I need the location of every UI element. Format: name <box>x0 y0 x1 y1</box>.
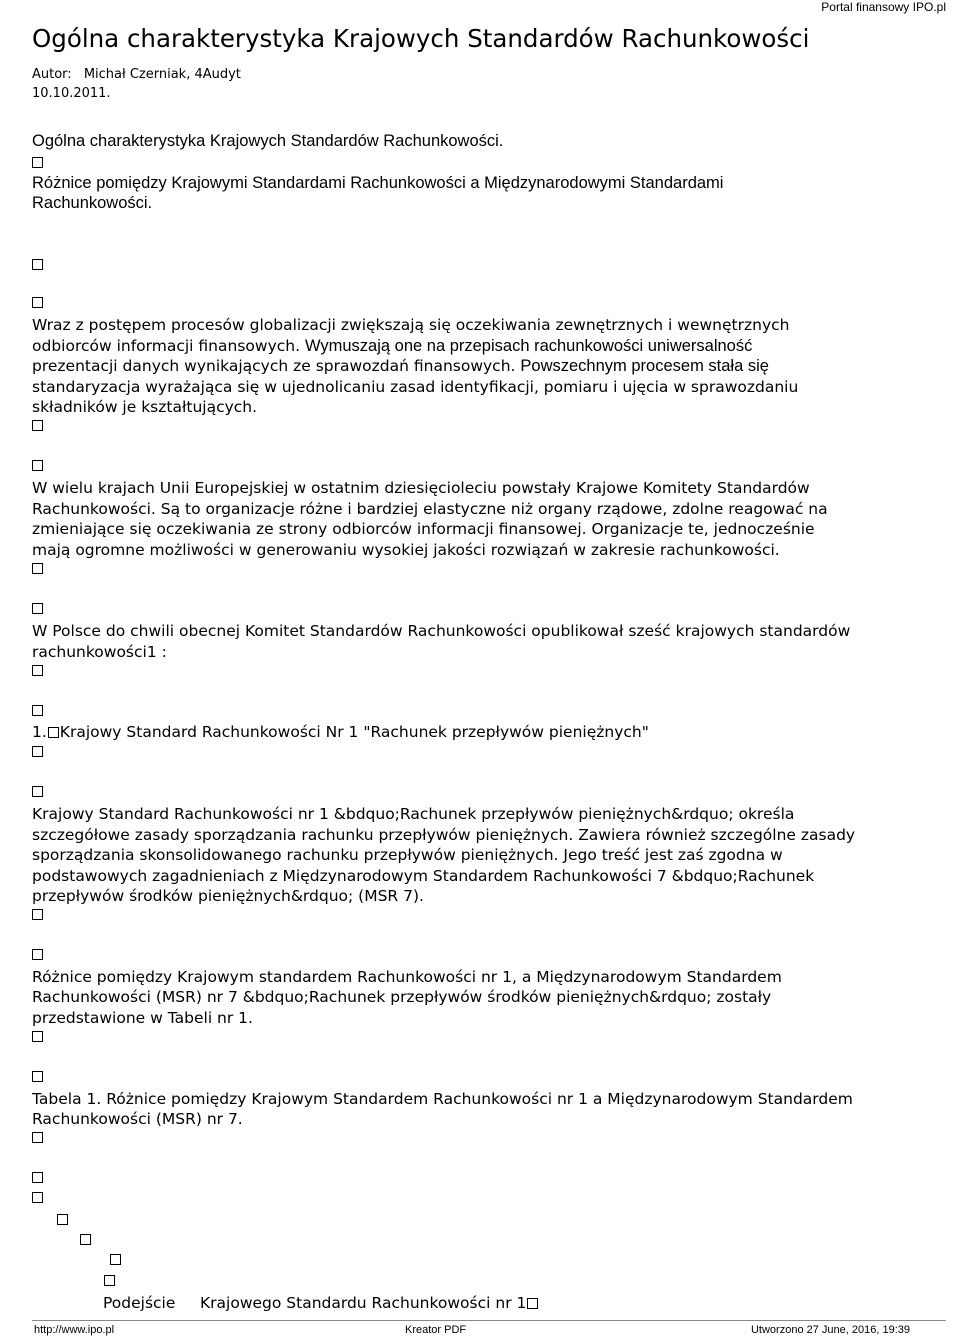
footer-created: Utworzono 27 June, 2016, 19:39 <box>750 1324 910 1336</box>
text-segment: odbiorców informacji finansowych. <box>32 337 301 355</box>
author-name: Michał Czerniak, 4Audyt <box>83 67 241 82</box>
footer-creator: Kreator PDF <box>405 1324 467 1336</box>
table-header-cell: Podejście <box>103 1294 176 1312</box>
missing-glyph-icon <box>32 420 43 431</box>
missing-glyph-icon <box>32 1031 43 1042</box>
paragraph <box>32 499 828 519</box>
paragraph: składników je kształtujących. <box>32 398 258 416</box>
list-number: 1. <box>32 723 47 741</box>
missing-glyph-icon <box>57 1214 68 1225</box>
paragraph: Rachunkowości (MSR) nr 7 &bdquo;Rachunek przepływów środków pieniężnych&rdquo; zostały <box>32 988 772 1006</box>
missing-glyph-icon <box>32 746 43 757</box>
list-item-text: Krajowy Standard Rachunkowości Nr 1 "Rachunek przepływów pieniężnych" <box>59 723 649 741</box>
list-item <box>32 722 649 742</box>
missing-glyph-icon <box>32 157 43 168</box>
missing-glyph-icon <box>32 1132 43 1143</box>
author-label: Autor: <box>32 67 72 82</box>
paragraph: mają ogromne możliwości w generowaniu wysokiej jakości rozwiązań w zakresie rachunkowości. <box>32 541 780 559</box>
paragraph: przepływów środków pieniężnych&rdquo; (MSR 7). <box>32 887 424 905</box>
table-header-text: Krajowego Standardu Rachunkowości nr 1 <box>200 1294 527 1312</box>
missing-glyph-icon <box>48 727 59 738</box>
paragraph: W Polsce do chwili obecnej Komitet Standardów Rachunkowości opublikował sześć krajowych standardów <box>32 622 851 640</box>
missing-glyph-icon <box>32 949 43 960</box>
missing-glyph-icon <box>32 1071 43 1082</box>
missing-glyph-icon <box>104 1275 115 1286</box>
paragraph: Krajowy Standard Rachunkowości nr 1 &bdquo;Rachunek przepływów pieniężnych&rdquo; określa <box>32 805 795 823</box>
missing-glyph-icon <box>32 909 43 920</box>
paragraph: szczegółowe zasady sporządzania rachunku przepływów pieniężnych. Zawiera również szczególne zasady <box>32 826 856 844</box>
paragraph: Różnice pomiędzy Krajowym standardem Rachunkowości nr 1, a Międzynarodowym Standardem <box>32 968 782 986</box>
missing-glyph-icon <box>527 1298 538 1309</box>
table-header-cell <box>200 1293 539 1313</box>
paragraph: podstawowych zagadnieniach z Międzynarodowym Standardem Rachunkowości 7 &bdquo;Rachunek <box>32 867 815 885</box>
text-segment: prezentacji danych wynikających ze sprawozdań finansowych. <box>32 357 516 375</box>
paragraph: zmieniające się oczekiwania ze strony odbiorców informacji finansowej. Organizacje te, jednocześnie <box>32 520 815 538</box>
table-caption: Tabela 1. Różnice pomiędzy Krajowym Standardem Rachunkowości nr 1 a Międzynarodowym Standardem <box>32 1090 853 1108</box>
footer-divider <box>32 1320 946 1321</box>
footer-url[interactable]: http://www.ipo.pl <box>34 1324 115 1336</box>
text-segment: Wymuszają one na przepisach rachunkowości uniwersalność <box>304 337 753 355</box>
missing-glyph-icon <box>32 603 43 614</box>
missing-glyph-icon <box>32 786 43 797</box>
missing-glyph-icon <box>32 563 43 574</box>
missing-glyph-icon <box>80 1234 91 1245</box>
paragraph <box>32 356 769 376</box>
missing-glyph-icon <box>32 665 43 676</box>
text-segment: Rachunkowości. <box>32 500 156 518</box>
date-line: 10.10.2011. <box>32 86 111 101</box>
paragraph: Ogólna charakterystyka Krajowych Standardów Rachunkowości. <box>32 132 504 150</box>
missing-glyph-icon <box>32 460 43 471</box>
paragraph: przedstawione w Tabeli nr 1. <box>32 1009 253 1027</box>
missing-glyph-icon <box>32 259 43 270</box>
missing-glyph-icon <box>110 1254 121 1265</box>
page-title: Ogólna charakterystyka Krajowych Standardów Rachunkowości <box>32 24 810 53</box>
text-segment: Powszechnym procesem stała się <box>520 357 769 375</box>
author-line <box>32 67 241 82</box>
site-header: Portal finansowy IPO.pl <box>821 0 946 14</box>
text-segment: Są to organizacje różne i bardziej elastyczne niż organy rządowe, zdolne reagować na <box>160 500 828 518</box>
paragraph: W wielu krajach Unii Europejskiej w ostatnim dziesięcioleciu powstały Krajowe Komitety Standardów <box>32 479 810 497</box>
paragraph: sporządzania skonsolidowanego rachunku przepływów pieniężnych. Jego treść jest zaś zgodna w <box>32 846 783 864</box>
missing-glyph-icon <box>32 705 43 716</box>
missing-glyph-icon <box>32 1172 43 1183</box>
paragraph: Różnice pomiędzy Krajowymi Standardami Rachunkowości a Międzynarodowymi Standardami <box>32 174 724 192</box>
missing-glyph-icon <box>32 1192 43 1203</box>
paragraph <box>32 336 752 356</box>
paragraph: standaryzacja wyrażająca się w ujednolicaniu zasad identyfikacji, pomiaru i ujęcia w sprawozdaniu <box>32 378 799 396</box>
paragraph: Wraz z postępem procesów globalizacji zwiększają się oczekiwania zewnętrznych i wewnętrznych <box>32 316 790 334</box>
paragraph: rachunkowości1 : <box>32 643 167 661</box>
paragraph: Rachunkowości. <box>32 194 153 212</box>
missing-glyph-icon <box>32 297 43 308</box>
table-caption: Rachunkowości (MSR) nr 7. <box>32 1110 243 1128</box>
